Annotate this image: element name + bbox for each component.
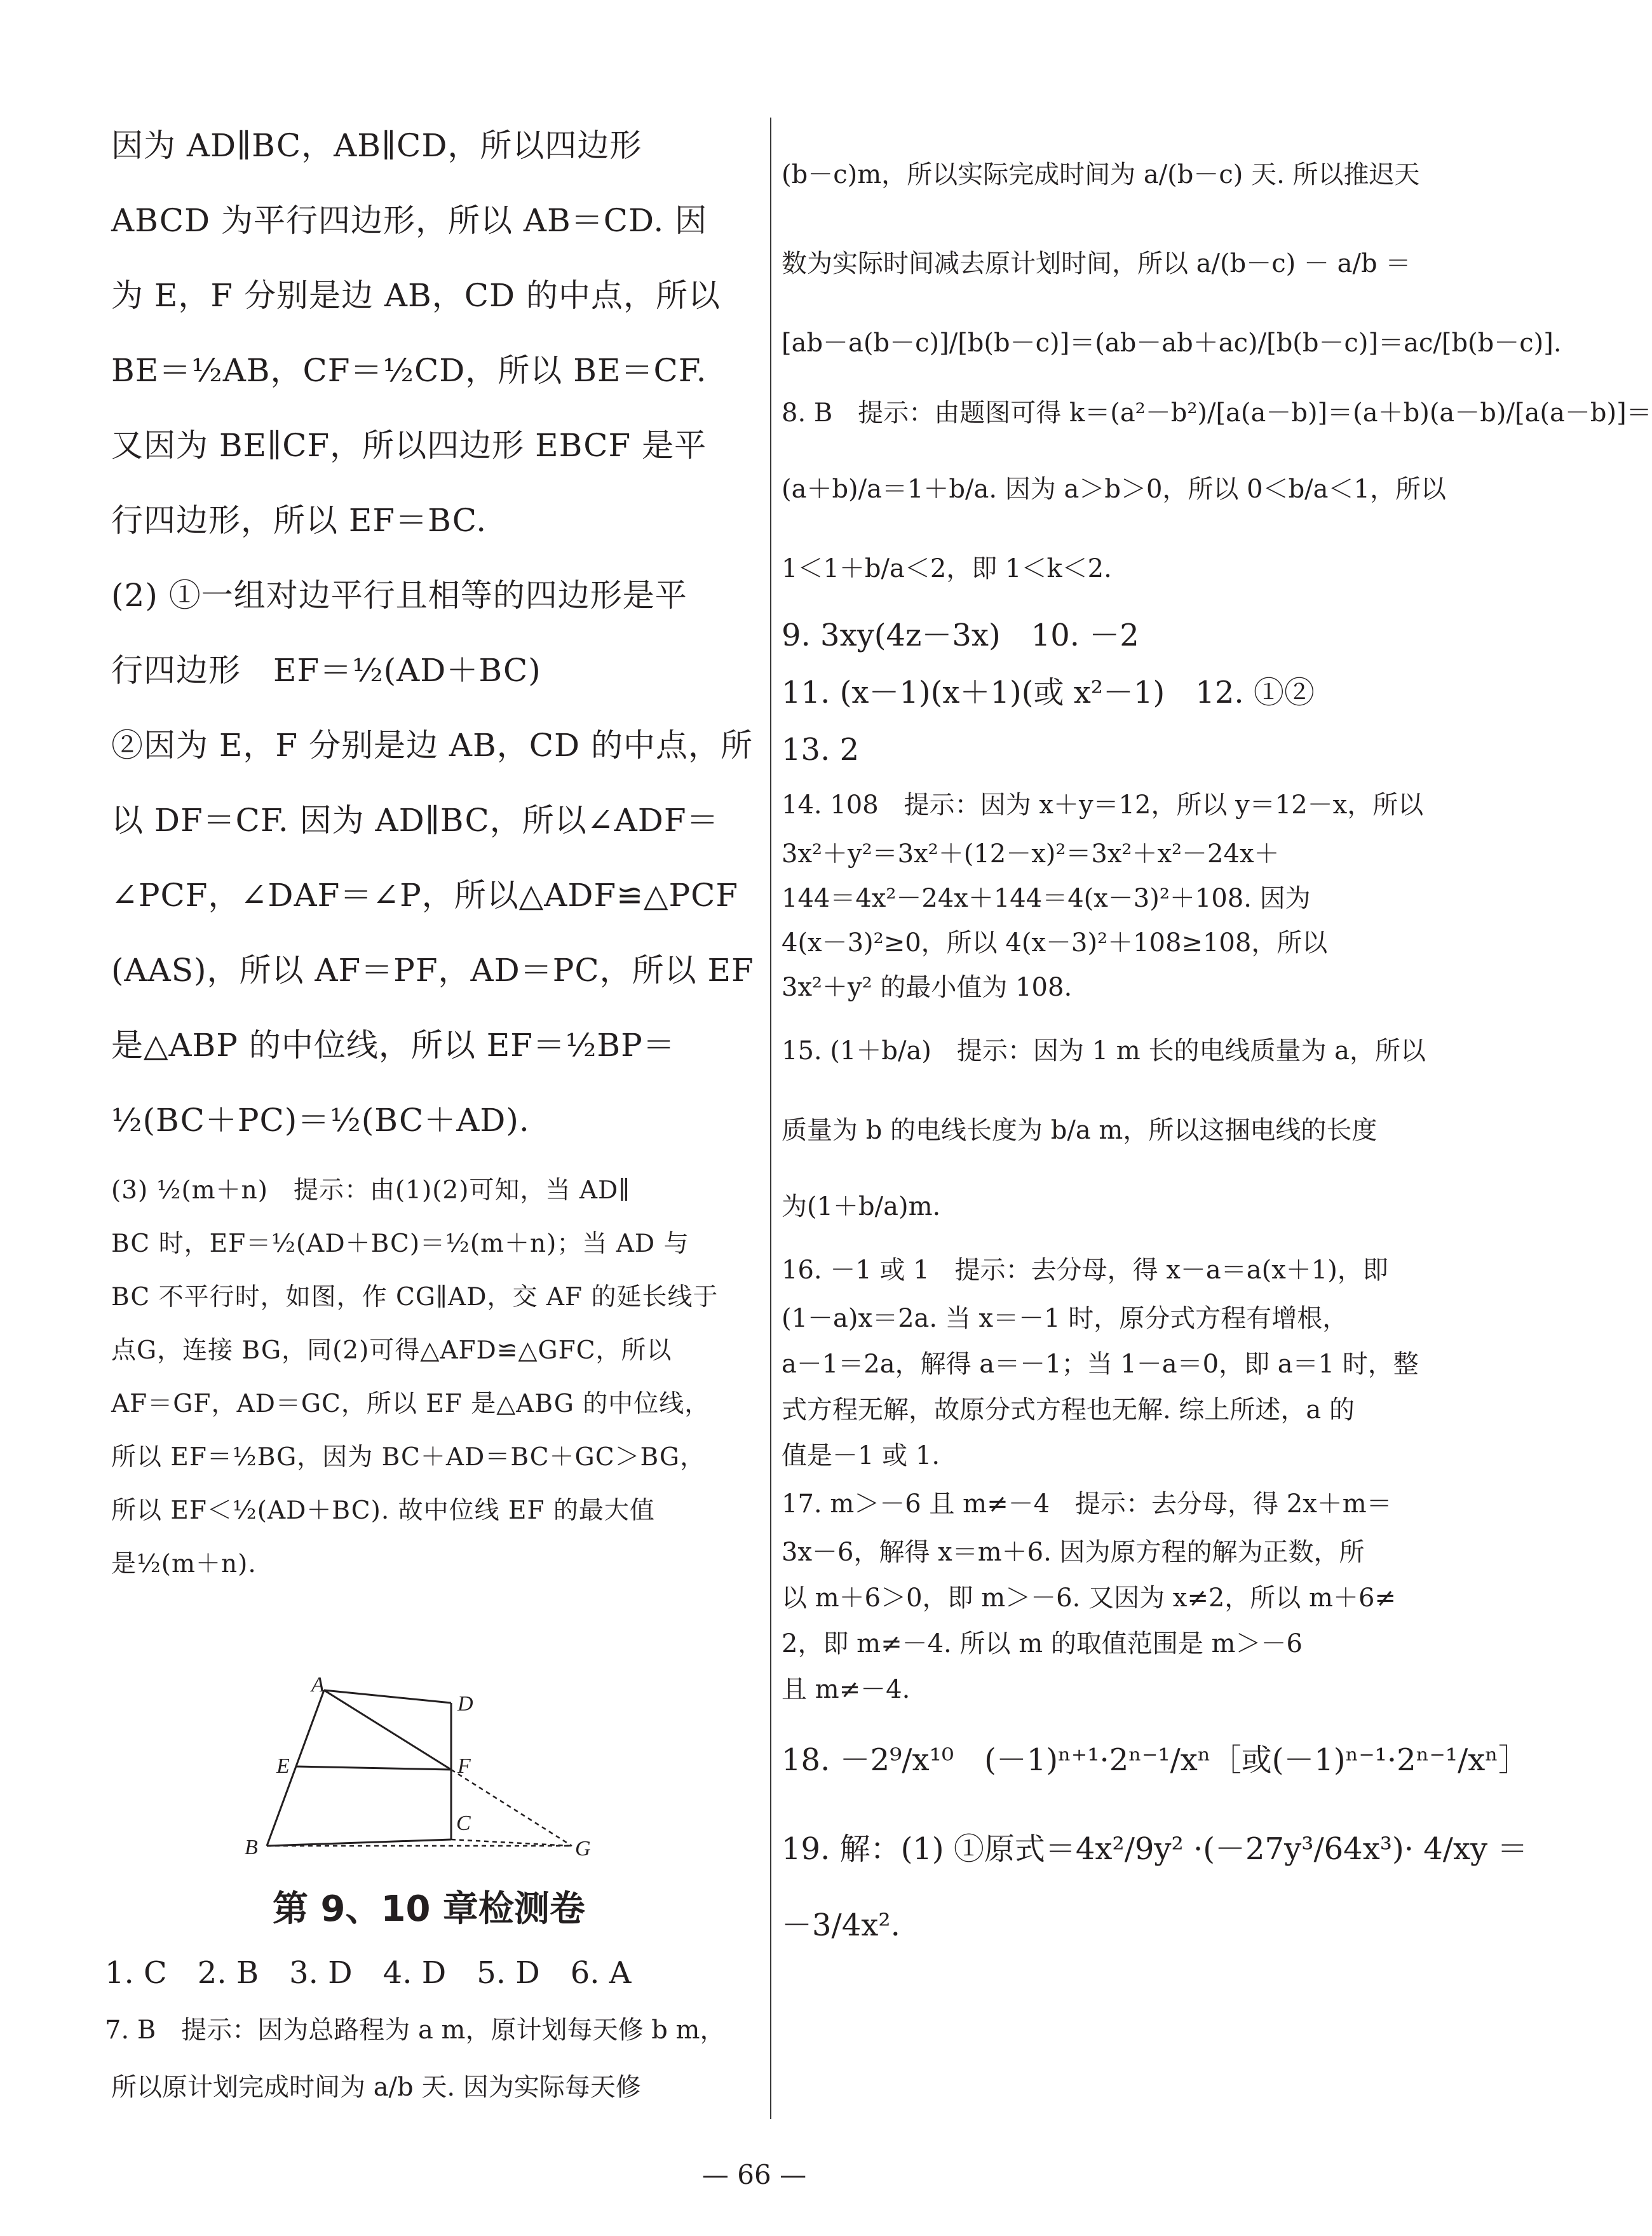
q11-q12: 11. (x－1)(x＋1)(或 x²－1) 12. ①② <box>782 675 1315 710</box>
q16-line: 式方程无解，故原分式方程也无解. 综上所述，a 的 <box>782 1395 1355 1425</box>
part3-line: AF＝GF，AD＝GC，所以 EF 是△ABG 的中位线， <box>111 1390 710 1418</box>
q15-line: 为(1＋b/a)m. <box>782 1192 941 1221</box>
part3-block <box>111 1164 747 1591</box>
q14-line: 14. 108 提示：因为 x＋y＝12，所以 y＝12－x，所以 <box>782 790 1424 820</box>
q7-cont-line: [ab－a(b－c)]/[b(b－c)]＝(ab－ab＋ac)/[b(b－c)]＝ac/[b(b－c)]. <box>782 329 1562 358</box>
lower-left-block <box>105 1862 747 2116</box>
proof-line: (AAS)，所以 AF＝PF，AD＝PC，所以 EF <box>111 952 754 989</box>
q8-block <box>782 378 1652 607</box>
proof-line: ②因为 E，F 分别是边 AB，CD 的中点，所 <box>111 727 753 764</box>
column-divider <box>770 118 771 2119</box>
label-f: F <box>457 1754 471 1778</box>
q15-line: 质量为 b 的电线长度为 b/a m，所以这捆电线的长度 <box>782 1116 1378 1145</box>
q17-block <box>782 1479 1420 1712</box>
q13: 13. 2 <box>782 732 860 768</box>
label-e: E <box>276 1754 290 1778</box>
label-a: A <box>311 1673 325 1697</box>
proof-line: 因为 AD∥BC，AB∥CD，所以四边形 <box>111 127 642 164</box>
q17-line: 以 m＋6＞0，即 m＞－6. 又因为 x≠2，所以 m＋6≠ <box>782 1583 1396 1613</box>
q8-line: 8. B 提示：由题图可得 k＝(a²－b²)/[a(a－b)]＝(a＋b)(a－b)/[a(a－b)]＝ <box>782 398 1652 428</box>
proof-line: 以 DF＝CF. 因为 AD∥BC，所以∠ADF＝ <box>111 802 719 839</box>
part3-line: 所以 EF＝½BG，因为 BC＋AD＝BC＋GC＞BG， <box>111 1443 706 1472</box>
q19-line: －3/4x². <box>782 1907 900 1943</box>
q16-line: 16. －1 或 1 提示：去分母，得 x－a＝a(x＋1)，即 <box>782 1256 1388 1285</box>
label-d: D <box>457 1692 473 1716</box>
proof-line: 为 E，F 分别是边 AB，CD 的中点，所以 <box>111 277 721 314</box>
q8-line: 1＜1＋b/a＜2，即 1＜k＜2. <box>782 554 1112 583</box>
q14-line: 3x²＋y² 的最小值为 108. <box>782 973 1073 1002</box>
q16-block <box>782 1245 1420 1479</box>
geometry-figure <box>241 1673 597 1860</box>
q16-line: 值是－1 或 1. <box>782 1441 940 1470</box>
q7-continuation <box>782 130 1562 378</box>
q17-line: 且 m≠－4. <box>782 1675 911 1704</box>
part3-line: 点G，连接 BG，同(2)可得△AFD≌△GFC，所以 <box>111 1336 672 1365</box>
q17-line: 17. m＞－6 且 m≠－4 提示：去分母，得 2x＋m＝ <box>782 1489 1392 1519</box>
q7-cont-line: 数为实际时间减去原计划时间，所以 a/(b－c) － a/b ＝ <box>782 249 1411 278</box>
q8-line: (a＋b)/a＝1＋b/a. 因为 a＞b＞0，所以 0＜b/a＜1，所以 <box>782 475 1446 504</box>
segment-af <box>324 1690 451 1770</box>
q16-line: (1－a)x＝2a. 当 x＝－1 时，原分式方程有增根， <box>782 1304 1348 1333</box>
proof-line: ½(BC＋PC)＝½(BC＋AD). <box>111 1102 530 1139</box>
label-b: B <box>245 1836 258 1859</box>
q7-line: 所以原计划完成时间为 a/b 天. 因为实际每天修 <box>111 2073 641 2102</box>
proof-line: ∠PCF，∠DAF＝∠P，所以△ADF≌△PCF <box>111 877 739 914</box>
q15-block <box>782 1010 1426 1245</box>
q14-line: 3x²＋y²＝3x²＋(12－x)²＝3x²＋x²－24x＋ <box>782 839 1280 869</box>
q9-q10: 9. 3xy(4z－3x) 10. －2 <box>782 618 1139 653</box>
q7-cont-line: (b－c)m，所以实际完成时间为 a/(b－c) 天. 所以推迟天 <box>782 160 1420 189</box>
proof-line: 是△ABP 的中位线，所以 EF＝½BP＝ <box>111 1027 675 1064</box>
q18: 18. －2⁹/x¹⁰ (－1)ⁿ⁺¹·2ⁿ⁻¹/xⁿ［或(－1)ⁿ⁻¹·2ⁿ⁻¹/xⁿ］ <box>782 1742 1529 1778</box>
segment-cg-dashed <box>451 1840 572 1846</box>
q14-line: 144＝4x²－24x＋144＝4(x－3)²＋108. 因为 <box>782 884 1311 913</box>
q19-block <box>782 1808 1528 1960</box>
label-g: G <box>575 1837 591 1860</box>
q17-line: 3x－6，解得 x＝m＋6. 因为原方程的解为正数，所 <box>782 1538 1365 1567</box>
proof-line: ABCD 为平行四边形，所以 AB＝CD. 因 <box>111 202 708 239</box>
part3-line: BC 时，EF＝½(AD＋BC)＝½(m＋n)；当 AD 与 <box>111 1230 689 1258</box>
q19-line: 19. 解：(1) ①原式＝4x²/9y² ·(－27y³/64x³)· 4/xy ＝ <box>782 1831 1528 1867</box>
proof-line: BE＝½AB，CF＝½CD，所以 BE＝CF. <box>111 352 707 389</box>
part3-line: 是½(m＋n). <box>111 1550 257 1578</box>
section-title: 第 9、10 章检测卷 <box>273 1888 585 1930</box>
proof-block <box>111 108 754 1158</box>
right-column <box>782 130 1652 1960</box>
q17-line: 2，即 m≠－4. 所以 m 的取值范围是 m＞－6 <box>782 1629 1303 1658</box>
proof-line: 行四边形 EF＝½(AD＋BC) <box>111 652 541 689</box>
segment-ab <box>267 1690 324 1846</box>
q7-line: 7. B 提示：因为总路程为 a m，原计划每天修 b m， <box>105 2016 726 2045</box>
q16-line: a－1＝2a，解得 a＝－1；当 1－a＝0，即 a＝1 时，整 <box>782 1350 1419 1379</box>
q14-line: 4(x－3)²≥0，所以 4(x－3)²＋108≥108，所以 <box>782 928 1328 958</box>
proof-line: (2) ①一组对边平行且相等的四边形是平 <box>111 577 687 614</box>
left-column <box>111 108 754 1591</box>
q15-line: 15. (1＋b/a) 提示：因为 1 m 长的电线质量为 a，所以 <box>782 1036 1426 1066</box>
label-c: C <box>456 1812 471 1835</box>
page-number: — 66 — <box>701 2159 807 2190</box>
answers-row: 1. C 2. B 3. D 4. D 5. D 6. A <box>105 1955 632 1991</box>
part3-line: (3) ½(m＋n) 提示：由(1)(2)可知，当 AD∥ <box>111 1176 631 1205</box>
q14-block <box>782 778 1424 1010</box>
segment-ef <box>295 1766 451 1770</box>
proof-line: 行四边形，所以 EF＝BC. <box>111 502 487 539</box>
proof-line: 又因为 BE∥CF，所以四边形 EBCF 是平 <box>111 427 707 464</box>
part3-line: 所以 EF＜½(AD＋BC). 故中位线 EF 的最大值 <box>111 1496 655 1525</box>
segment-bc <box>267 1840 451 1846</box>
part3-line: BC 不平行时，如图，作 CG∥AD，交 AF 的延长线于 <box>111 1283 719 1311</box>
